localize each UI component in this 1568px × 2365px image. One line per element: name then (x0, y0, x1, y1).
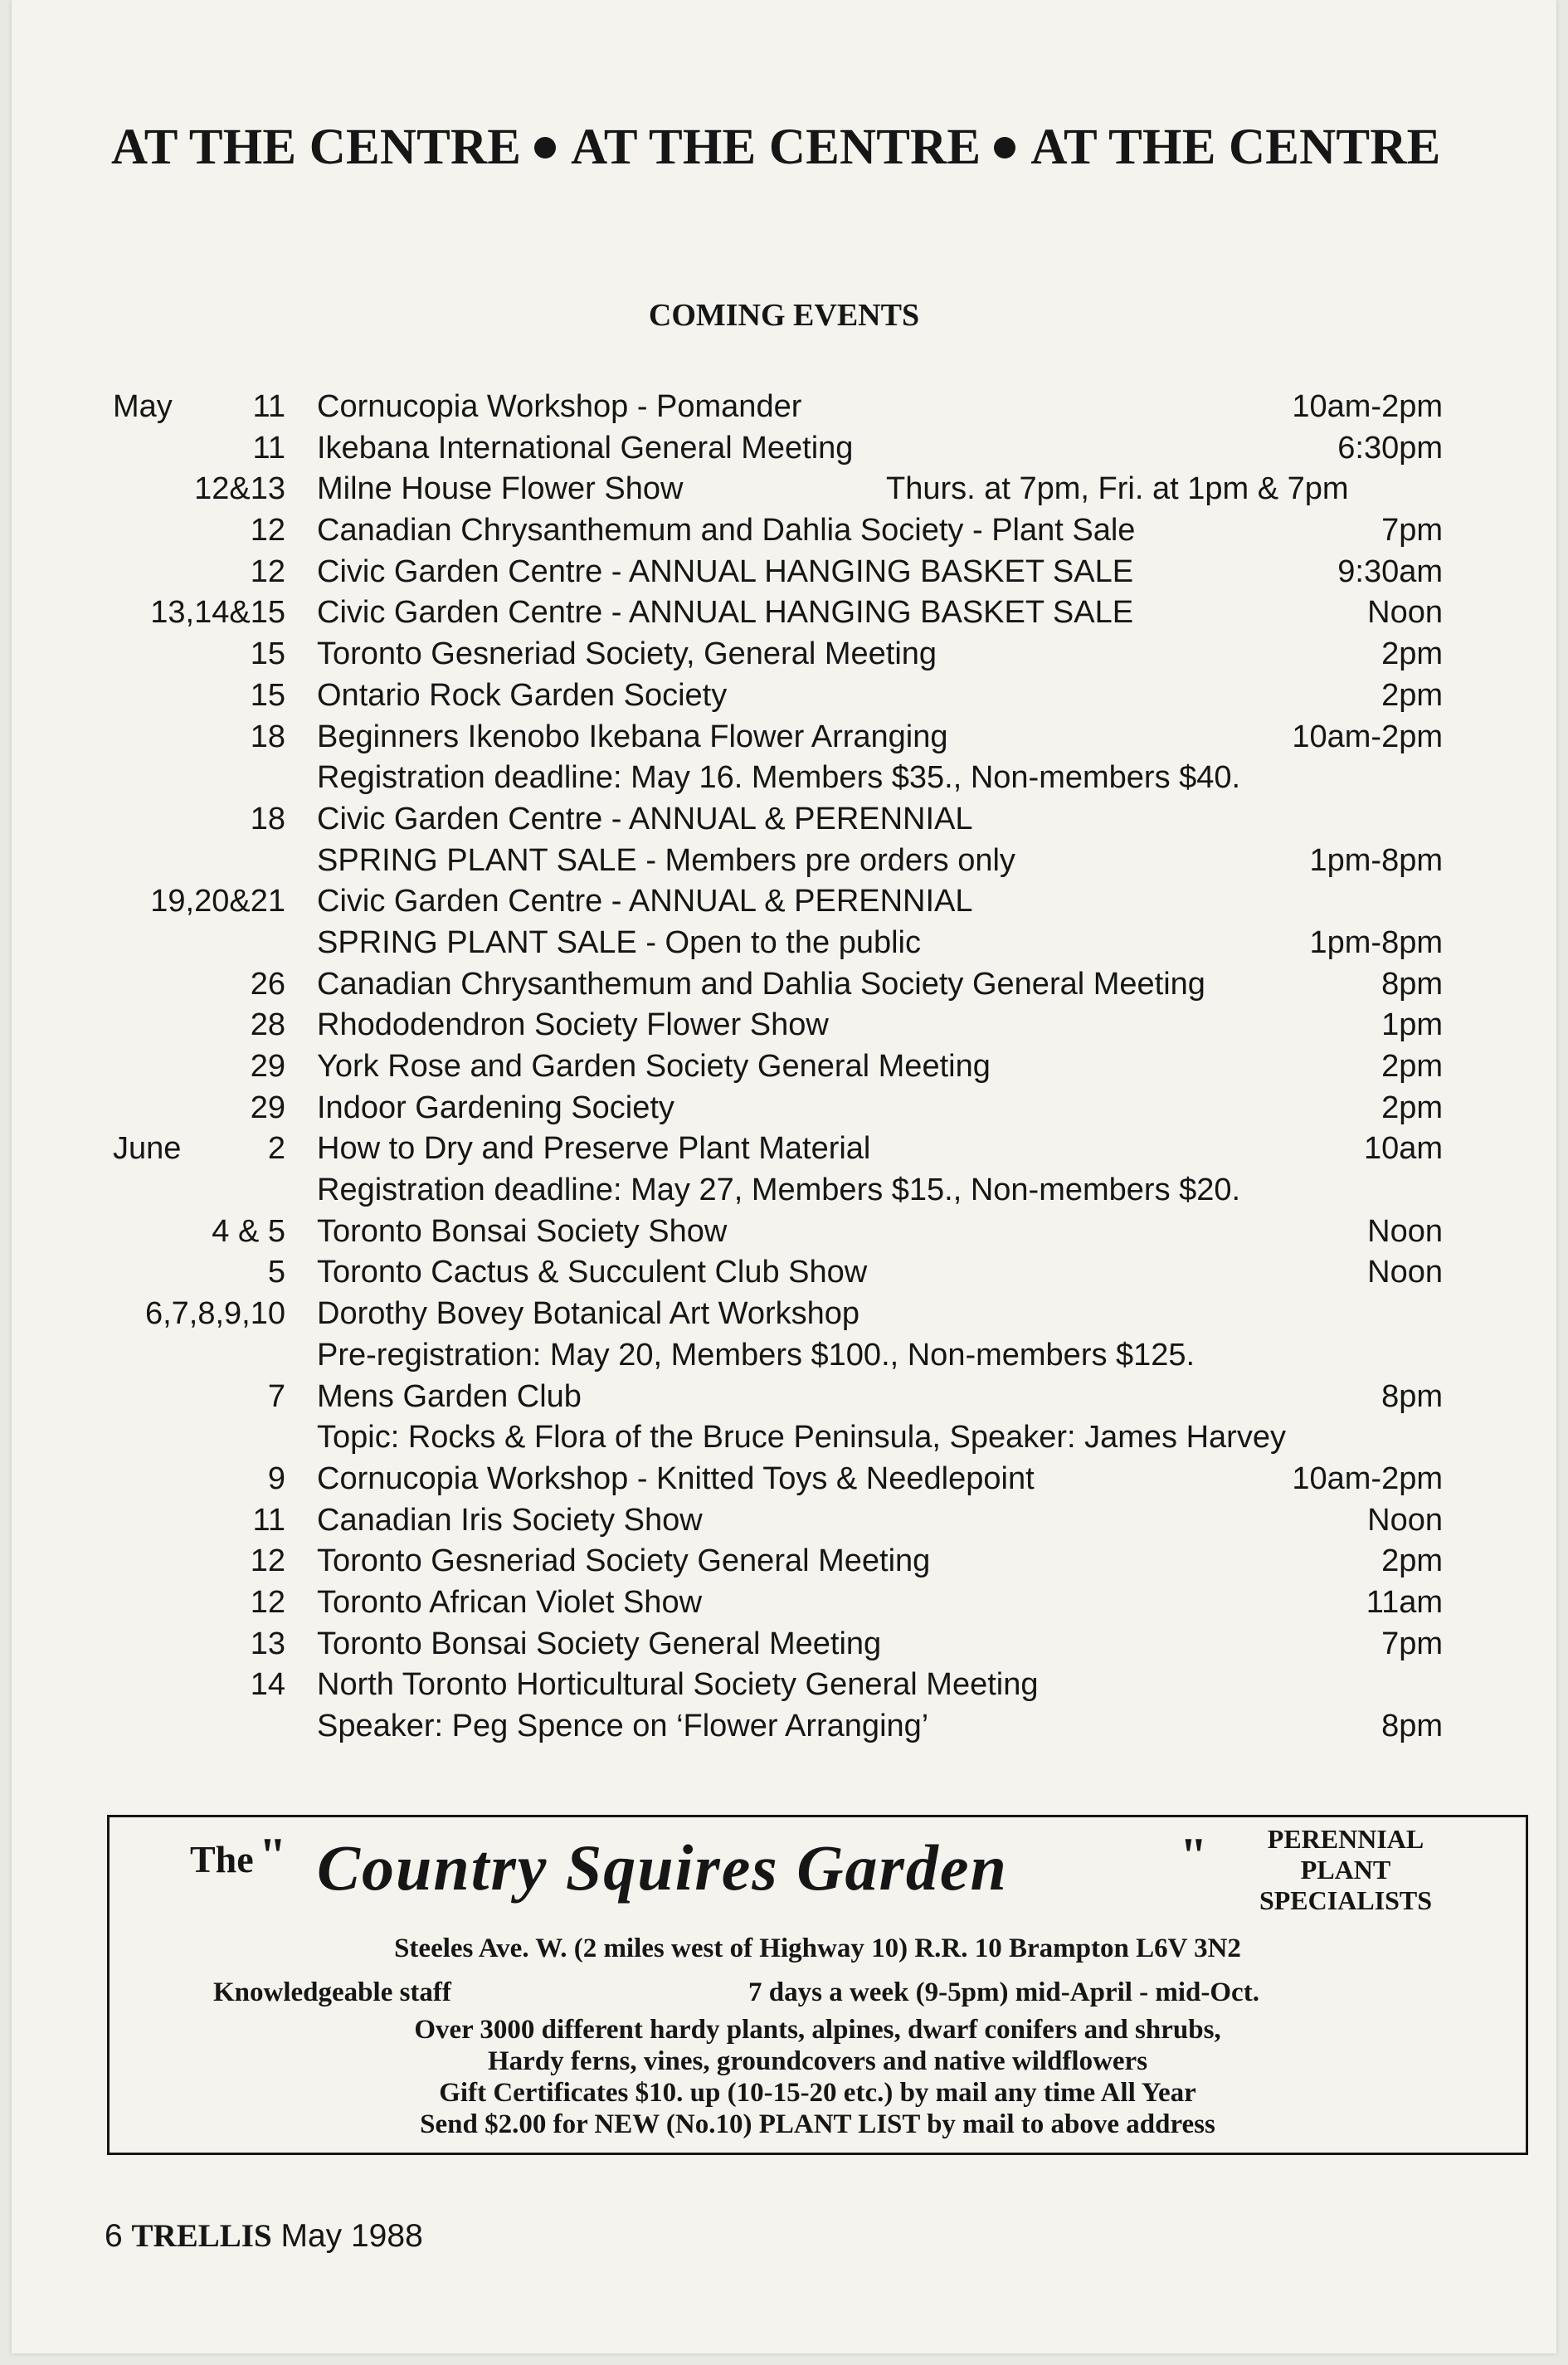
event-day: 19,20&21 (150, 884, 285, 919)
advertisement (107, 1815, 1528, 2155)
events-list (12, 387, 1556, 1748)
event-description: Indoor Gardening Society (317, 1090, 674, 1125)
event-row (12, 469, 1556, 510)
ad-open-quote: " (259, 1828, 287, 1883)
event-time: 2pm (1381, 636, 1443, 672)
event-row (12, 1046, 1556, 1088)
event-time: 7pm (1381, 513, 1443, 549)
ad-business-name: Country Squires Garden (317, 1831, 1008, 1904)
event-day: 12 (250, 1584, 285, 1620)
event-description: Ontario Rock Garden Society (317, 677, 728, 713)
event-description: Dorothy Bovey Botanical Art Workshop (317, 1296, 860, 1332)
event-row (12, 923, 1556, 964)
event-description: Mens Garden Club (317, 1378, 582, 1414)
event-time: Noon (1367, 595, 1443, 631)
event-row (12, 634, 1556, 675)
ad-specialty (1230, 1824, 1462, 1916)
event-row (12, 717, 1556, 758)
page-header (111, 119, 1522, 177)
event-day: 18 (250, 801, 285, 836)
event-description: SPRING PLANT SALE - Open to the public (317, 924, 921, 960)
event-description: Beginners Ikenobo Ikebana Flower Arranging (317, 719, 948, 754)
ad-ferns: Hardy ferns, vines, groundcovers and native wildflowers (487, 2046, 1148, 2076)
event-description: Registration deadline: May 16. Members $35., Non-members $40. (317, 760, 1241, 796)
ad-specialty-line: PERENNIAL (1267, 1824, 1424, 1854)
bullet-dot-icon (994, 137, 1015, 158)
event-day: 29 (250, 1049, 285, 1084)
event-description: Pre-registration: May 20, Members $100., Non-members $125. (317, 1337, 1195, 1373)
event-time: Noon (1367, 1255, 1443, 1290)
ad-plants: Over 3000 different hardy plants, alpines, dwarf conifers and shrubs, (414, 2015, 1221, 2045)
event-row (12, 387, 1556, 428)
event-row (12, 1541, 1556, 1582)
event-row (12, 1624, 1556, 1665)
event-day: 11 (252, 430, 285, 466)
event-time: 2pm (1381, 1049, 1443, 1084)
event-time: 8pm (1381, 1709, 1443, 1743)
ad-hours: 7 days a week (9-5pm) mid-April - mid-Oct. (748, 1977, 1259, 2007)
ad-specialty-line: SPECIALISTS (1259, 1885, 1433, 1915)
event-time: 7pm (1381, 1626, 1443, 1661)
event-row (12, 964, 1556, 1006)
event-description: Civic Garden Centre - ANNUAL HANGING BASKET SALE (317, 553, 1134, 589)
event-day: 6,7,8,9,10 (144, 1296, 285, 1332)
event-row (12, 841, 1556, 882)
event-time: 8pm (1381, 966, 1443, 1002)
ad-address: Steeles Ave. W. (2 miles west of Highway 10) R.R. 10 Brampton L6V 3N2 (394, 1933, 1241, 1963)
event-description: Canadian Chrysanthemum and Dahlia Society - Plant Sale (317, 513, 1136, 549)
event-description: Civic Garden Centre - ANNUAL HANGING BASKET SALE (317, 595, 1134, 631)
event-row (12, 799, 1556, 841)
page-number: 6 (105, 2218, 123, 2254)
event-description: How to Dry and Preserve Plant Material (317, 1131, 871, 1167)
event-time: 10am-2pm (1292, 719, 1443, 754)
ad-the: The (190, 1838, 254, 1880)
event-day: 18 (250, 719, 285, 754)
event-description: North Toronto Horticultural Society General Meeting (317, 1667, 1039, 1703)
event-day: 5 (267, 1255, 285, 1290)
event-description: Civic Garden Centre - ANNUAL & PERENNIAL (317, 884, 973, 919)
header-segment: AT THE CENTRE (571, 119, 981, 175)
bullet-dot-icon (534, 137, 556, 158)
event-time: 6:30pm (1337, 430, 1443, 466)
publication-name: TRELLIS (131, 2218, 272, 2254)
event-row (12, 1212, 1556, 1253)
event-time: 10am-2pm (1292, 1460, 1443, 1496)
event-row (12, 758, 1556, 799)
event-description: York Rose and Garden Society General Meeting (317, 1049, 991, 1084)
event-time: 2pm (1381, 1090, 1443, 1125)
event-day: 29 (250, 1090, 285, 1125)
event-row (12, 1665, 1556, 1706)
event-description: Registration deadline: May 27, Members $15., Non-members $20. (317, 1173, 1241, 1208)
event-day: 13,14&15 (150, 595, 285, 631)
event-description: Toronto Gesneriad Society, General Meeting (317, 636, 937, 672)
event-description: Canadian Iris Society Show (317, 1502, 703, 1538)
event-row (12, 1459, 1556, 1500)
event-description: Rhododendron Society Flower Show (317, 1007, 829, 1043)
event-time: 2pm (1381, 677, 1443, 713)
event-time: 1pm (1381, 1007, 1443, 1043)
event-description: Cornucopia Workshop - Knitted Toys & Needlepoint (317, 1460, 1035, 1496)
event-row (12, 1582, 1556, 1624)
event-day: 15 (250, 636, 285, 672)
event-time: 11am (1366, 1584, 1443, 1620)
header-segment: AT THE CENTRE (1030, 119, 1441, 175)
issue-date: May 1988 (280, 2218, 423, 2254)
event-month: June (113, 1131, 182, 1167)
event-time: 9:30am (1337, 553, 1443, 589)
event-day: 12 (250, 1543, 285, 1579)
header-segment: AT THE CENTRE (111, 119, 522, 175)
event-description: Toronto Bonsai Society Show (317, 1213, 728, 1249)
ad-plant-list: Send $2.00 for NEW (No.10) PLANT LIST by mail to above address (420, 2109, 1215, 2139)
event-day: 12&13 (194, 471, 285, 507)
event-time: Noon (1367, 1213, 1443, 1249)
event-day: 7 (267, 1378, 285, 1414)
ad-gift-certificates: Gift Certificates $10. up (10-15-20 etc.) by mail any time All Year (439, 2078, 1196, 2108)
ad-close-quote: " (1180, 1828, 1208, 1883)
event-row (12, 1294, 1556, 1335)
event-day: 11 (252, 389, 285, 424)
event-row (12, 510, 1556, 552)
event-row (12, 881, 1556, 923)
event-row (12, 675, 1556, 717)
event-day: 4 & 5 (212, 1213, 285, 1249)
event-row (12, 1005, 1556, 1046)
event-row (12, 1335, 1556, 1377)
event-day: 12 (250, 513, 285, 549)
event-day: 14 (250, 1667, 285, 1703)
event-day: 2 (267, 1131, 285, 1167)
event-time: 10am (1363, 1131, 1443, 1167)
event-day: 12 (250, 553, 285, 589)
event-row (12, 1129, 1556, 1170)
event-row (12, 1377, 1556, 1418)
event-row (12, 552, 1556, 593)
event-row (12, 428, 1556, 470)
event-day: 28 (250, 1007, 285, 1043)
page-footer (105, 2217, 423, 2255)
event-time: 10am-2pm (1292, 389, 1443, 424)
ad-specialty-line: PLANT (1300, 1855, 1391, 1885)
event-description: Canadian Chrysanthemum and Dahlia Society General Meeting (317, 966, 1205, 1002)
event-day: 13 (250, 1626, 285, 1661)
event-description: Milne House Flower Show (317, 471, 684, 507)
event-description: Topic: Rocks & Flora of the Bruce Peninsula, Speaker: James Harvey (317, 1420, 1286, 1456)
event-month: May (113, 389, 173, 424)
event-description: Toronto Bonsai Society General Meeting (317, 1626, 882, 1661)
event-row (12, 1088, 1556, 1129)
event-row (12, 1417, 1556, 1459)
event-description: SPRING PLANT SALE - Members pre orders only (317, 842, 1015, 878)
event-time: 1pm-8pm (1309, 924, 1443, 960)
event-description: Toronto Cactus & Succulent Club Show (317, 1255, 868, 1290)
event-day: 15 (250, 677, 285, 713)
event-day: 9 (267, 1460, 285, 1496)
event-time: Noon (1367, 1502, 1443, 1538)
event-day: 26 (250, 966, 285, 1002)
event-row (12, 1500, 1556, 1542)
event-row (12, 1170, 1556, 1212)
event-description: Toronto Gesneriad Society General Meeting (317, 1543, 931, 1579)
event-schedule: Thurs. at 7pm, Fri. at 1pm & 7pm (886, 471, 1349, 507)
event-row (12, 1252, 1556, 1294)
event-description: Ikebana International General Meeting (317, 430, 854, 466)
event-description: Toronto African Violet Show (317, 1584, 703, 1620)
event-time: 2pm (1381, 1543, 1443, 1579)
event-day: 11 (252, 1502, 285, 1538)
event-description: Cornucopia Workshop - Pomander (317, 389, 802, 424)
page (12, 0, 1556, 2353)
event-description: Civic Garden Centre - ANNUAL & PERENNIAL (317, 801, 973, 836)
event-row (12, 592, 1556, 634)
event-time: 1pm-8pm (1309, 842, 1443, 878)
event-description: Speaker: Peg Spence on ‘Flower Arranging’ (317, 1709, 929, 1743)
ad-staff: Knowledgeable staff (213, 1977, 451, 2007)
event-time: 8pm (1381, 1378, 1443, 1414)
section-title: COMING EVENTS (648, 298, 920, 333)
event-row (12, 1706, 1556, 1748)
